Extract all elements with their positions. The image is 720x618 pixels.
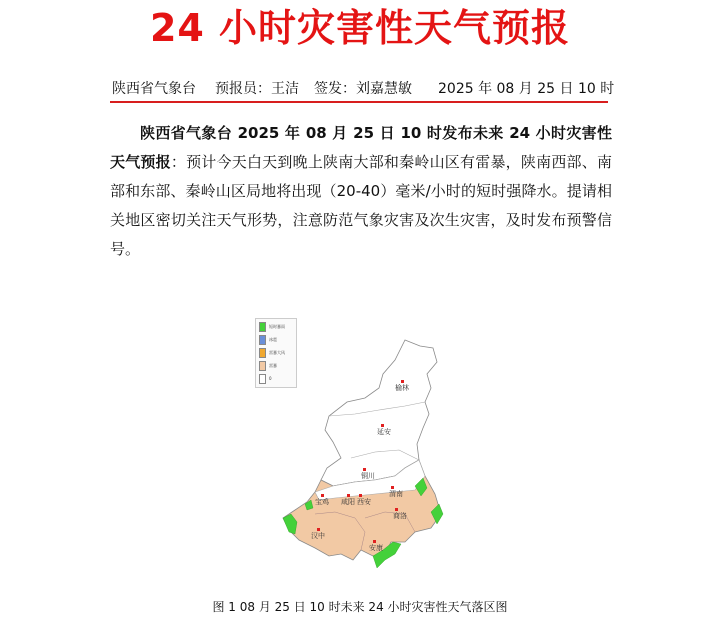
page-title: 24 小时灾害性天气预报 <box>149 6 571 50</box>
city-marker <box>381 424 384 427</box>
legend-label: 0 <box>269 376 272 381</box>
forecast-text: ：预计今天白天到晚上陕南大部和秦岭山区有雷暴，陕南西部、南部和东部、秦岭山区局地将出现（20-40）毫米/小时的短时强降水。提请相关地区密切关注天气形势，注意防范气象灾害及次生灾害，及时发布预警信号。 <box>110 153 612 258</box>
legend-swatch <box>259 348 266 358</box>
city-label: 安康 <box>369 544 383 552</box>
figure-caption: 图 1 08 月 25 日 10 时未来 24 小时灾害性天气落区图 <box>212 600 508 614</box>
map-legend <box>255 318 297 388</box>
city-label: 榆林 <box>395 384 409 392</box>
byline <box>112 78 615 100</box>
city-marker <box>395 508 398 511</box>
forecast-lead: 陕西省气象台 2025 年 08 月 25 日 10 时发布未来 24 小时灾害性天气预报 <box>110 124 612 171</box>
city-label: 铜川 <box>361 472 375 480</box>
city-label: 延安 <box>377 428 391 436</box>
header-divider <box>110 101 608 103</box>
city-marker <box>391 486 394 489</box>
city-marker <box>317 528 320 531</box>
legend-item <box>259 348 295 358</box>
city-marker <box>363 468 366 471</box>
city-label: 宝鸡 <box>315 498 329 506</box>
city-marker <box>321 494 324 497</box>
legend-label: 雷暴大风 <box>269 350 285 355</box>
city-marker <box>347 494 350 497</box>
city-label: 渭南 <box>389 490 403 498</box>
city-marker <box>373 540 376 543</box>
city-marker <box>401 380 404 383</box>
city-label: 商洛 <box>393 512 407 520</box>
legend-swatch <box>259 361 266 371</box>
legend-item <box>259 335 295 345</box>
forecaster-name: 预报员：王洁 <box>215 81 299 97</box>
agency-name: 陕西省气象台 <box>112 81 196 97</box>
city-marker <box>359 494 362 497</box>
legend-item <box>259 374 295 384</box>
legend-label: 雷暴 <box>269 363 277 368</box>
legend-item <box>259 361 295 371</box>
legend-label: 冰雹 <box>269 337 277 342</box>
forecast-paragraph <box>110 119 612 264</box>
issue-datetime: 2025 年 08 月 25 日 10 时 <box>438 81 615 97</box>
city-label: 西安 <box>357 498 371 506</box>
legend-label: 短时暴雨 <box>269 324 285 329</box>
legend-swatch <box>259 322 266 332</box>
issuer-name: 签发：刘嘉慧敏 <box>314 81 412 97</box>
city-label: 汉中 <box>311 532 325 540</box>
legend-swatch <box>259 374 266 384</box>
legend-swatch <box>259 335 266 345</box>
legend-item <box>259 322 295 332</box>
city-label: 咸阳 <box>341 498 355 506</box>
